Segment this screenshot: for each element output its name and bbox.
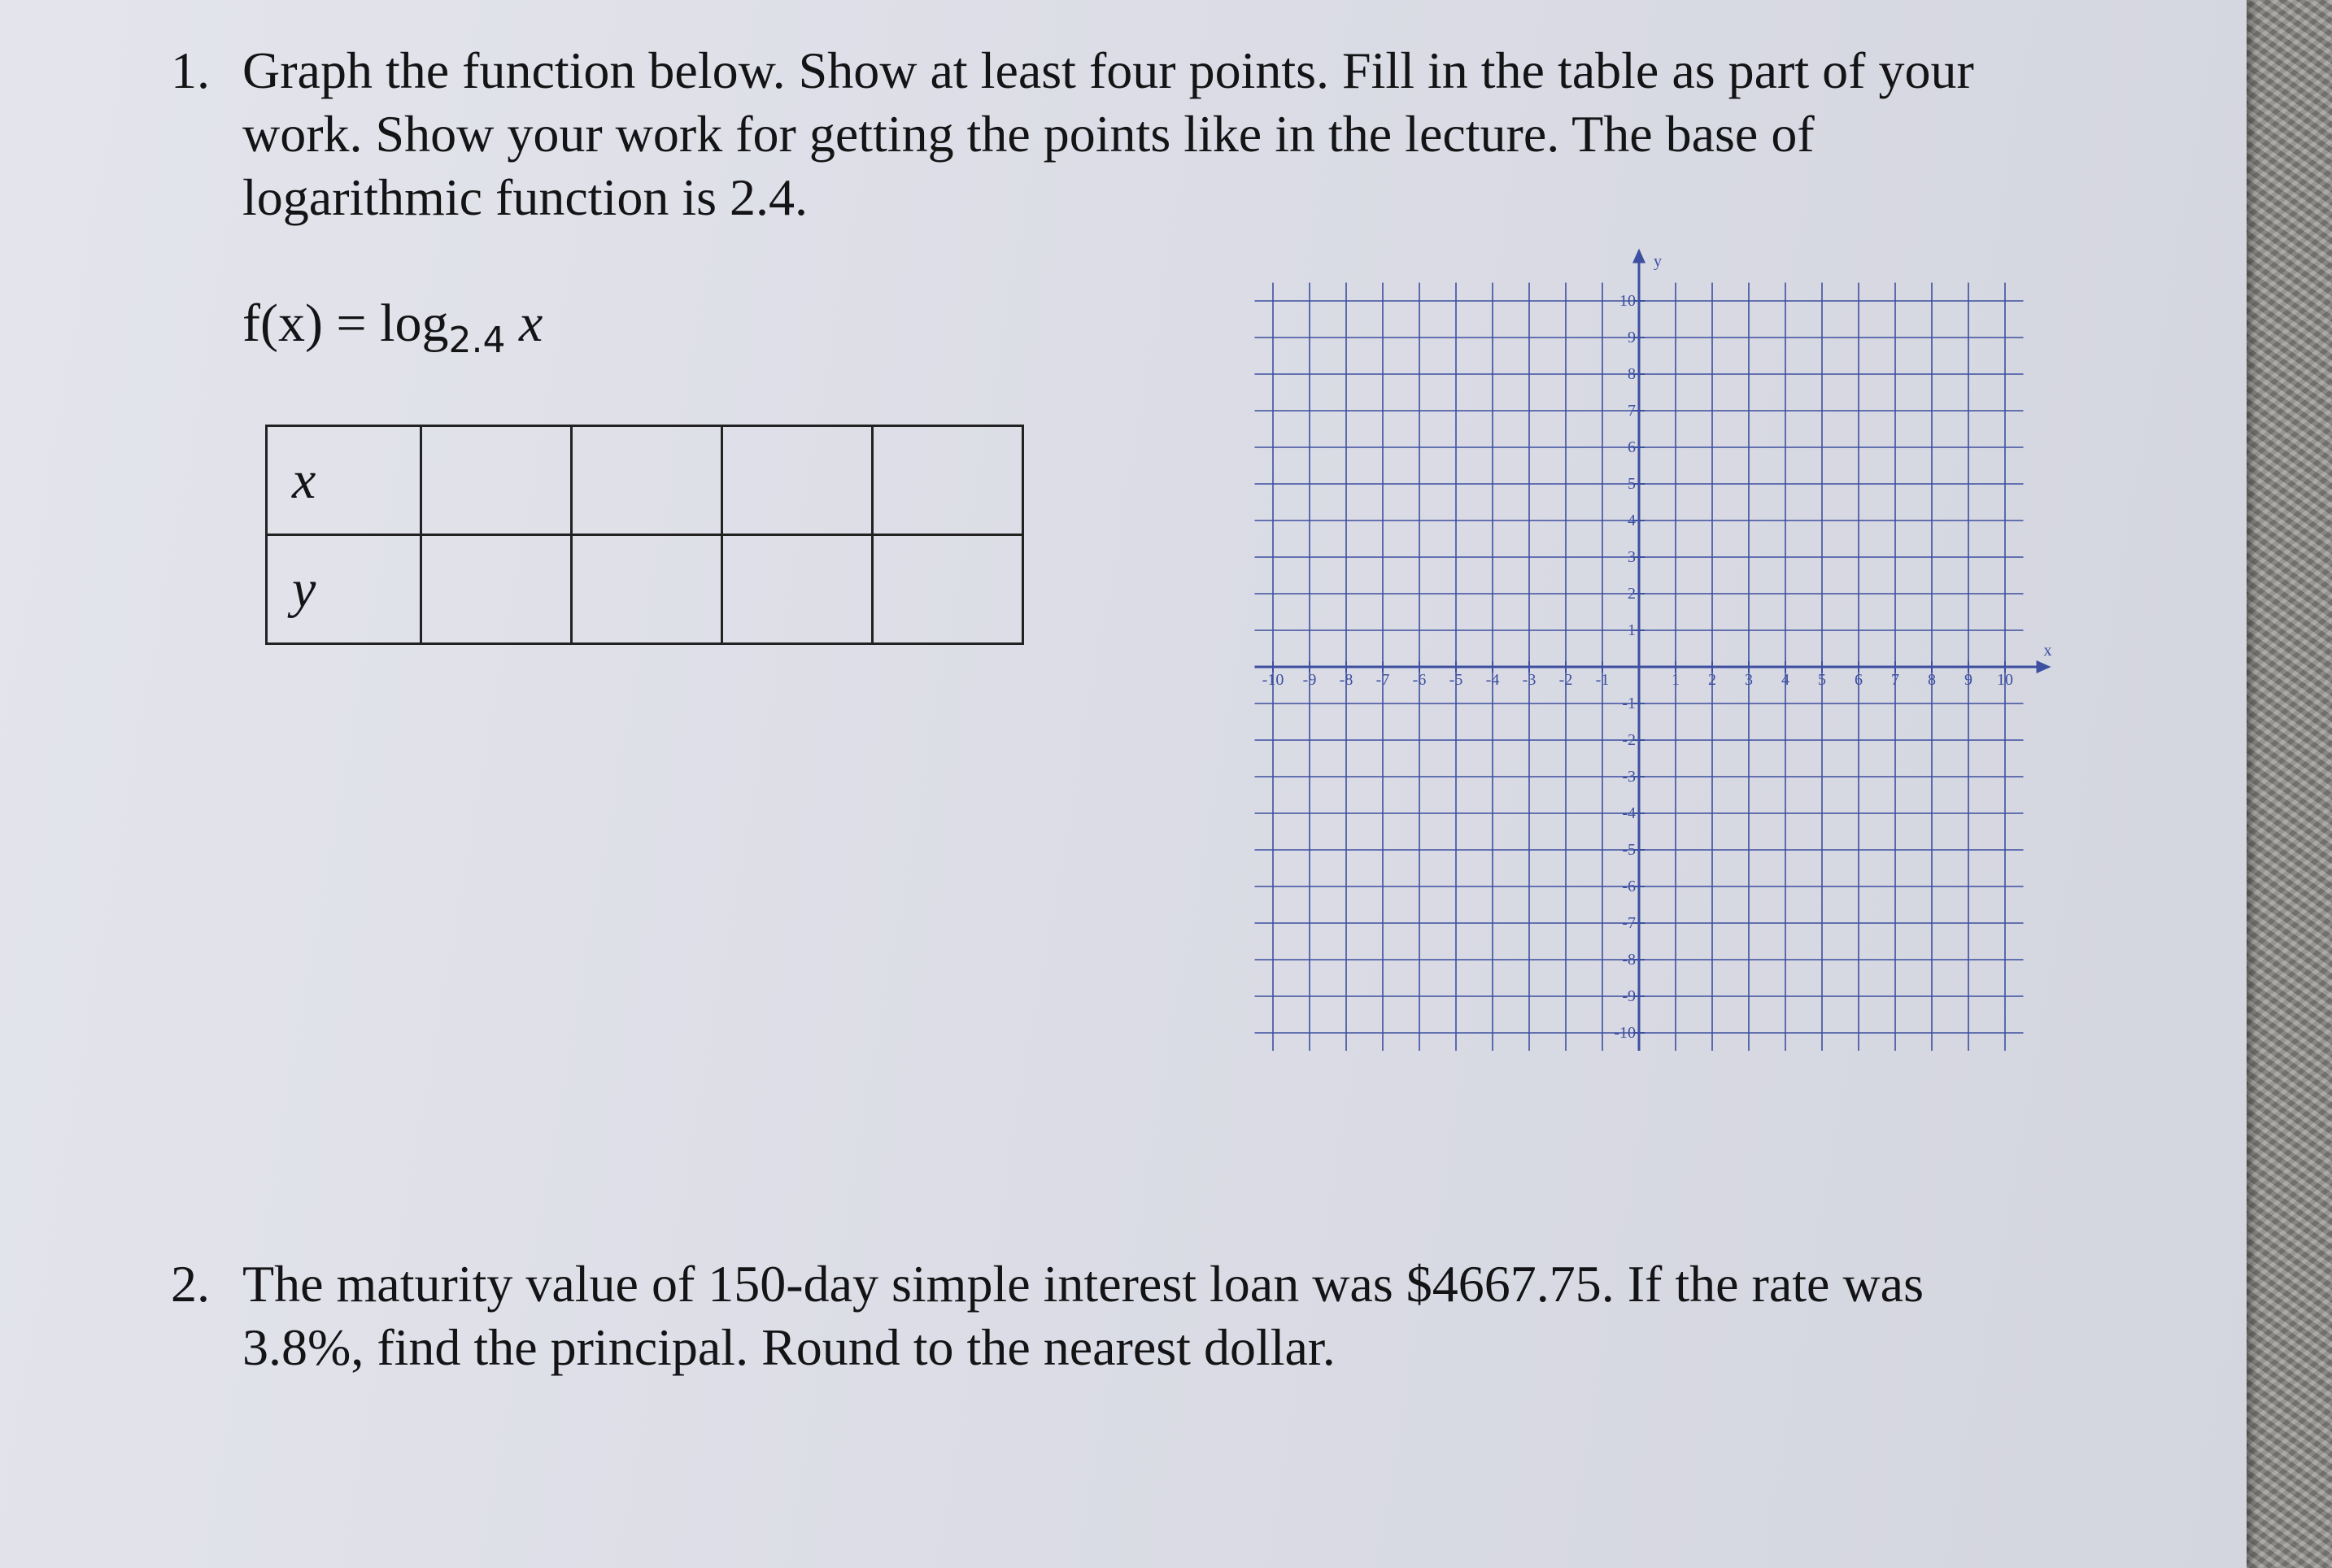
y-tick-label: 4 bbox=[1628, 512, 1636, 529]
x-tick-label: 1 bbox=[1672, 671, 1680, 689]
y-tick-label: -4 bbox=[1622, 804, 1636, 822]
table-cell[interactable] bbox=[571, 426, 721, 535]
xy-table bbox=[265, 425, 1024, 645]
x-tick-label: -8 bbox=[1339, 671, 1353, 689]
table-label-x: x bbox=[267, 426, 421, 535]
x-tick-label: 10 bbox=[1997, 671, 2013, 689]
problem-2-number: 2. bbox=[171, 1255, 210, 1313]
table-label-y: y bbox=[267, 535, 421, 644]
function-expression bbox=[242, 293, 543, 361]
y-tick-label: -7 bbox=[1622, 914, 1636, 932]
x-tick-label: 6 bbox=[1855, 671, 1863, 689]
x-tick-label: 3 bbox=[1745, 671, 1753, 689]
problem-1-number: 1. bbox=[171, 41, 210, 99]
y-tick-label: -6 bbox=[1622, 878, 1636, 895]
x-axis-label: x bbox=[2043, 642, 2052, 660]
table-cell[interactable] bbox=[721, 535, 872, 644]
x-tick-label: -1 bbox=[1595, 671, 1610, 689]
coordinate-grid[interactable] bbox=[1224, 221, 2062, 1051]
y-tick-label: 10 bbox=[1619, 292, 1636, 310]
y-tick-label: 6 bbox=[1628, 438, 1636, 456]
x-tick-label: 9 bbox=[1964, 671, 1972, 689]
function-lhs: f(x) = log bbox=[242, 294, 449, 353]
y-tick-label: 9 bbox=[1628, 329, 1636, 346]
y-tick-label: -8 bbox=[1622, 951, 1636, 969]
x-tick-label: 7 bbox=[1891, 671, 1899, 689]
problem-1-text: Graph the function below. Show at least four points. Fill in the table as part of your work. Show your work for getting the points like in the lecture. The base of logarithmic function is 2.4. bbox=[242, 41, 1974, 226]
x-tick-label: 5 bbox=[1818, 671, 1826, 689]
y-tick-label: 7 bbox=[1628, 402, 1636, 420]
carpet-background bbox=[2241, 0, 2332, 1568]
x-tick-label: -5 bbox=[1449, 671, 1463, 689]
x-tick-label: 4 bbox=[1781, 671, 1789, 689]
y-tick-label: 8 bbox=[1628, 365, 1636, 383]
y-tick-label: 2 bbox=[1628, 585, 1636, 603]
table-cell[interactable] bbox=[872, 426, 1022, 535]
y-tick-label: -2 bbox=[1622, 731, 1636, 749]
y-tick-label: 1 bbox=[1628, 621, 1636, 639]
table-cell[interactable] bbox=[872, 535, 1022, 644]
table-row-y bbox=[267, 535, 1023, 644]
y-axis-arrow-icon bbox=[1632, 249, 1645, 264]
table-cell[interactable] bbox=[721, 426, 872, 535]
x-tick-label: 8 bbox=[1928, 671, 1936, 689]
x-tick-label: -3 bbox=[1522, 671, 1537, 689]
y-tick-label: -9 bbox=[1622, 987, 1636, 1005]
x-tick-label: -10 bbox=[1262, 671, 1284, 689]
y-tick-label: -1 bbox=[1622, 695, 1636, 712]
y-tick-label: 3 bbox=[1628, 548, 1636, 566]
x-tick-label: -4 bbox=[1485, 671, 1500, 689]
x-axis-arrow-icon bbox=[2037, 660, 2051, 673]
table-cell[interactable] bbox=[421, 426, 571, 535]
table-cell[interactable] bbox=[421, 535, 571, 644]
x-tick-label: -7 bbox=[1375, 671, 1390, 689]
y-tick-label: -10 bbox=[1614, 1024, 1636, 1042]
function-argument: x bbox=[518, 294, 543, 353]
y-axis-label: y bbox=[1654, 252, 1662, 271]
y-tick-label: -3 bbox=[1622, 768, 1636, 786]
x-tick-label: -6 bbox=[1412, 671, 1427, 689]
x-tick-label: 2 bbox=[1708, 671, 1716, 689]
problem-2-text: The maturity value of 150-day simple interest loan was $4667.75. If the rate was 3.8%, find the principal. Round to the nearest dollar. bbox=[242, 1255, 1924, 1376]
function-base: 2.4 bbox=[448, 320, 506, 361]
table-cell[interactable] bbox=[571, 535, 721, 644]
x-tick-label: -9 bbox=[1302, 671, 1317, 689]
table-row-x bbox=[267, 426, 1023, 535]
y-tick-label: 5 bbox=[1628, 475, 1636, 493]
y-tick-label: -5 bbox=[1622, 841, 1636, 859]
x-tick-label: -2 bbox=[1558, 671, 1573, 689]
